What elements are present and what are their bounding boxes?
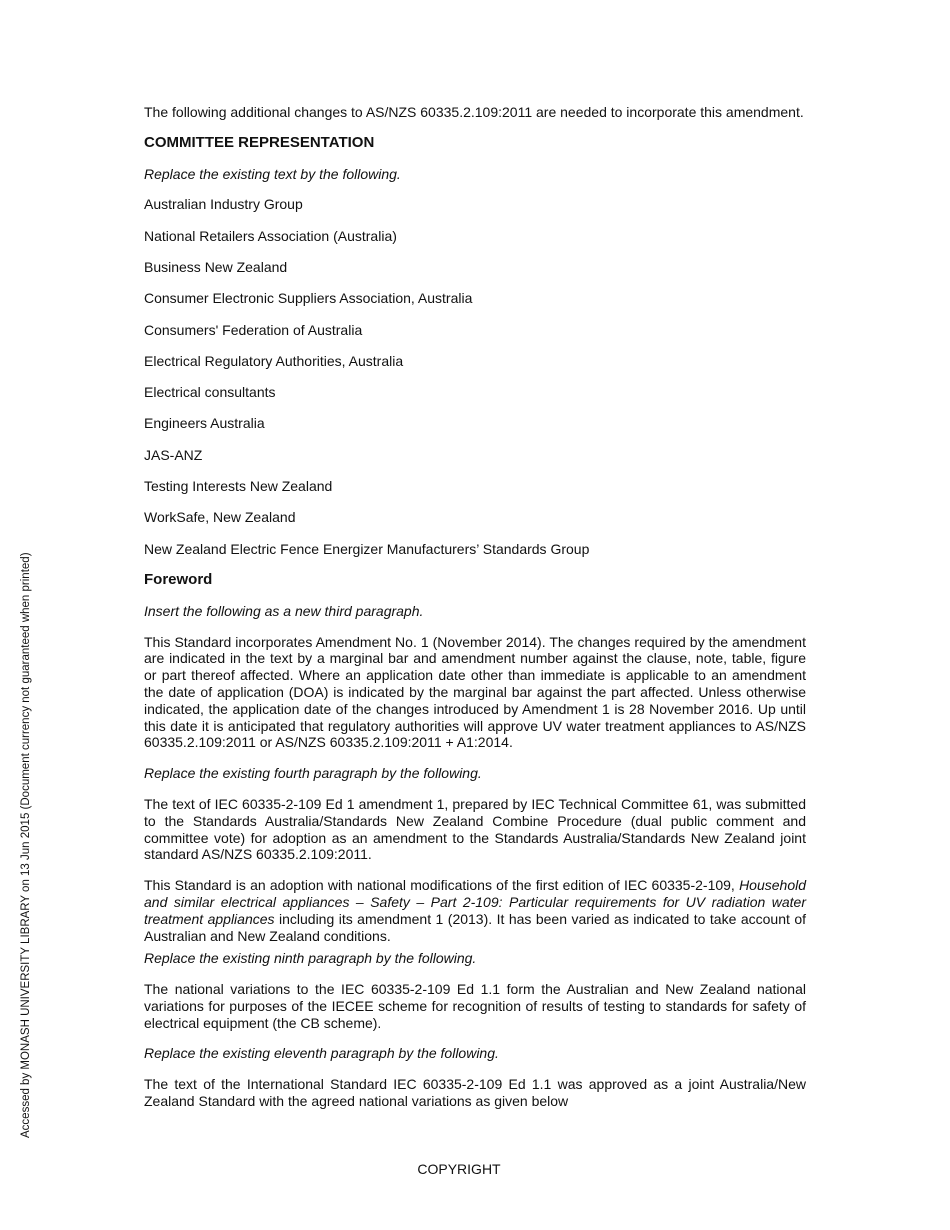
foreword-paragraph-adoption [144, 877, 806, 944]
committee-member: Electrical Regulatory Authorities, Australia [144, 352, 404, 369]
committee-member: Engineers Australia [144, 415, 265, 432]
committee-member: Australian Industry Group [144, 196, 303, 213]
committee-member: JAS-ANZ [144, 446, 203, 463]
committee-member: WorkSafe, New Zealand [144, 509, 296, 526]
foreword-paragraph-iec-text: The text of IEC 60335-2-109 Ed 1 amendment 1, prepared by IEC Technical Committee 61, was submitted to the Standards Australia/Standards New Zealand Combine Procedure (dual public comment and committee vote) for adoption as an amendment to the Standards Australia/Standards New Zealand joint standard AS/NZS 60335.2.109:2011. [144, 795, 806, 863]
foreword-instruction-2: Replace the existing fourth paragraph by the following. [144, 765, 482, 782]
committee-member: Business New Zealand [144, 258, 288, 275]
page-footer: COPYRIGHT [417, 1161, 501, 1177]
document-body [144, 104, 806, 1110]
committee-member: Consumers' Federation of Australia [144, 321, 363, 338]
committee-member: Testing Interests New Zealand [144, 478, 333, 495]
adoption-text-end: including its amendment 1 (2013). It has been varied as indicated to take account of Australian and New Zealand conditions. [144, 910, 806, 944]
committee-instruction: Replace the existing text by the following. [144, 165, 401, 182]
standard-title: Household and similar electrical appliances – Safety – Part 2-109: Particular requirements for UV radiation water treatment appliances [144, 877, 806, 927]
foreword-paragraph-national-variations: The national variations to the IEC 60335-2-109 Ed 1.1 form the Australian and New Zealand national variations for purposes of the IECEE scheme for recognition of results of testing to standards for safety of electrical equipment (the CB scheme). [144, 981, 806, 1031]
committee-member: New Zealand Electric Fence Energizer Manufacturers’ Standards Group [144, 540, 590, 557]
committee-member: Electrical consultants [144, 384, 276, 401]
committee-member-list [144, 196, 806, 557]
foreword-instruction-3: Replace the existing ninth paragraph by the following. [144, 950, 477, 967]
access-watermark: Accessed by MONASH UNIVERSITY LIBRARY on 13 Jun 2015 (Document currency not guaranteed when printed) [20, 552, 32, 1138]
foreword-instruction-4: Replace the existing eleventh paragraph by the following. [144, 1045, 499, 1062]
foreword-heading: Foreword [144, 570, 213, 588]
committee-member: Consumer Electronic Suppliers Association, Australia [144, 290, 473, 307]
foreword-instruction-1: Insert the following as a new third paragraph. [144, 602, 424, 619]
committee-heading: COMMITTEE REPRESENTATION [144, 133, 375, 151]
intro-paragraph: The following additional changes to AS/NZS 60335.2.109:2011 are needed to incorporate this amendment. [144, 104, 804, 120]
adoption-text-start: This Standard is an adoption with national modifications of the first edition of IEC 60335-2-109, [144, 877, 740, 894]
foreword-paragraph-approval: The text of the International Standard IEC 60335-2-109 Ed 1.1 was approved as a joint Australia/New Zealand Standard with the agreed national variations as given below [144, 1076, 806, 1110]
committee-member: National Retailers Association (Australia) [144, 227, 397, 244]
foreword-paragraph-amendment: This Standard incorporates Amendment No. 1 (November 2014). The changes required by the amendment are indicated in the text by a marginal bar and amendment number against the clause, note, table, figure or part thereof affected. Where an application date other than immediate is applicable to an amendment the date of application (DOA) is indicated by the marginal bar against the part affected. Unless otherwise indicated, the application date of the changes introduced by Amendment 1 is 28 November 2016. Up until this date it is anticipated that regulatory authorities will approve UV water treatment appliances to AS/NZS 60335.2.109:2011 or AS/NZS 60335.2.109:2011 + A1:2014. [144, 633, 806, 751]
